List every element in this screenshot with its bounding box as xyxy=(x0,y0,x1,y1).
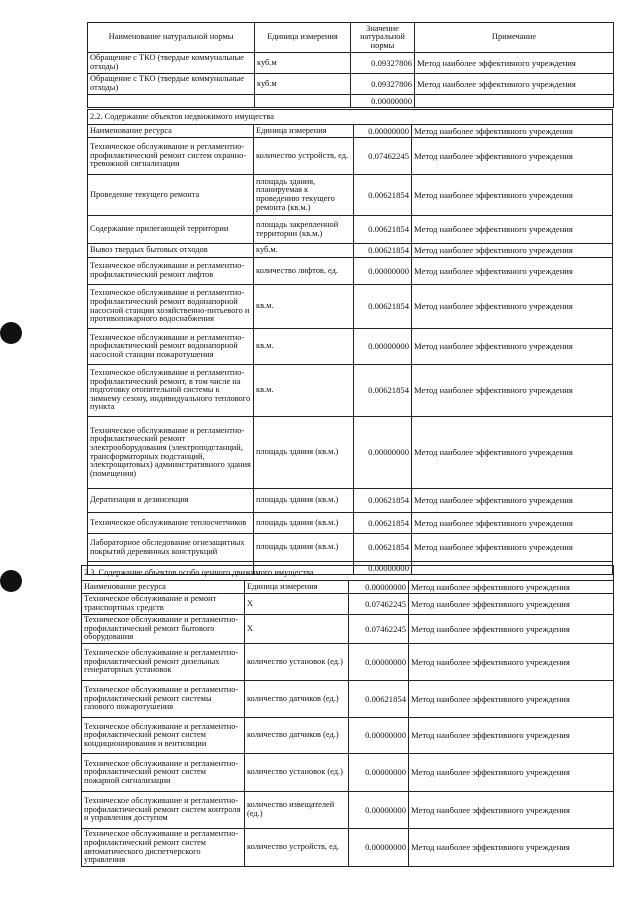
cell-unit: Х xyxy=(245,615,349,644)
table-row xyxy=(88,329,613,365)
cell-note: Метод наиболее эффективного учреждения xyxy=(415,74,614,95)
cell-value: 0.00000000 xyxy=(354,258,412,285)
cell-note: Метод наиболее эффективного учреждения xyxy=(412,216,613,244)
table-row xyxy=(82,792,614,829)
movable-property-table xyxy=(81,565,614,867)
cell-note: Метод наиболее эффективного учреждения xyxy=(415,53,614,74)
cell-unit: куб.м xyxy=(255,53,351,74)
cell-name: Техническое обслуживание и регламентно-профилактический ремонт, в том числе на подготовку отопительной системы к зимнему сезону, индивидуального теплового пункта xyxy=(88,365,254,417)
cell-name: Техническое обслуживание и регламентно-профилактический ремонт систем контроля и управления доступом xyxy=(82,792,245,829)
cell-unit: количество датчиков (ед.) xyxy=(245,718,349,754)
table-row xyxy=(88,365,613,417)
table-row xyxy=(88,258,613,285)
cell-name xyxy=(88,95,255,108)
cell-value: 0.07462245 xyxy=(349,594,409,615)
cell-name: Дератизация и дезинсекция xyxy=(88,489,254,513)
table-row xyxy=(88,53,614,74)
cell-unit: площадь закрепленной территории (кв.м.) xyxy=(254,216,354,244)
cell-name: Техническое обслуживание и регламентно-профилактический ремонт дизельных генераторных установок xyxy=(82,644,245,681)
cell-note: Метод наиболее эффективного учреждения xyxy=(412,258,613,285)
cell-value: 0.09327806 xyxy=(351,74,415,95)
cell-value: 0.00000000 xyxy=(349,581,409,594)
cell-name: Техническое обслуживание и ремонт транспортных средств xyxy=(82,594,245,615)
real-estate-table xyxy=(87,109,613,575)
punch-hole xyxy=(0,322,22,344)
cell-value: 0.07462245 xyxy=(349,615,409,644)
cell-value: 0.00000000 xyxy=(354,125,412,138)
table-row xyxy=(82,594,614,615)
cell-note: Метод наиболее эффективного учреждения xyxy=(409,754,614,792)
cell-value: 0.00000000 xyxy=(349,829,409,867)
cell-unit xyxy=(255,95,351,108)
cell-note: Метод наиболее эффективного учреждения xyxy=(409,594,614,615)
cell-name: Техническое обслуживание и регламентно-профилактический ремонт электрооборудования (электроподстанций, трансформаторных подстанций, электрощитовых) административного здания (помещения) xyxy=(88,417,254,489)
table-row xyxy=(88,244,613,258)
header-name: Наименование натуральной нормы xyxy=(88,23,255,53)
cell-note: Метод наиболее эффективного учреждения xyxy=(412,329,613,365)
cell-note: Метод наиболее эффективного учреждения xyxy=(412,244,613,258)
cell-note: Метод наиболее эффективного учреждения xyxy=(409,644,614,681)
cell-name: Техническое обслуживание и регламентно-профилактический ремонт системы газового пожаротушения xyxy=(82,681,245,718)
cell-name: Техническое обслуживание и регламентно-профилактический ремонт водонапорной насосной станции пожаротушения xyxy=(88,329,254,365)
cell-value: 0.00000000 xyxy=(354,562,412,575)
table-row xyxy=(88,216,613,244)
table-row xyxy=(82,681,614,718)
header-value: Значение натуральной нормы xyxy=(351,23,415,53)
cell-note: Метод наиболее эффективного учреждения xyxy=(409,829,614,867)
section-title-row xyxy=(88,110,613,125)
cell-unit: Х xyxy=(245,594,349,615)
subheader-row xyxy=(82,581,614,594)
cell-unit: куб.м. xyxy=(254,244,354,258)
norms-table xyxy=(87,22,614,108)
cell-name: Содержание прилегающей территории xyxy=(88,216,254,244)
cell-unit: площадь здания (кв.м.) xyxy=(254,417,354,489)
cell-unit: количество извещателей (ед.) xyxy=(245,792,349,829)
cell-value: 0.00621854 xyxy=(354,513,412,534)
section-title-row xyxy=(82,566,614,581)
cell-unit: количество устройств, ед. xyxy=(245,829,349,867)
subheader-row xyxy=(88,125,613,138)
cell-value: 0.00621854 xyxy=(354,175,412,216)
table-row xyxy=(88,74,614,95)
cell-name: Вывоз твердых бытовых отходов xyxy=(88,244,254,258)
cell-note: Метод наиболее эффективного учреждения xyxy=(412,417,613,489)
cell-unit: количество устройств, ед. xyxy=(254,138,354,175)
table-row xyxy=(88,138,613,175)
cell-unit: количество установок (ед.) xyxy=(245,754,349,792)
cell-unit: кв.м. xyxy=(254,329,354,365)
table-row xyxy=(82,718,614,754)
cell-value: 0.00000000 xyxy=(354,329,412,365)
cell-name: Техническое обслуживание и регламентно-профилактический ремонт систем пожарной сигнализации xyxy=(82,754,245,792)
cell-name: Техническое обслуживание и регламентно-профилактический ремонт водонапорной насосной станции хозяйственно-питьевого и противопожарного водоснабжения xyxy=(88,285,254,329)
cell-note: Метод наиболее эффективного учреждения xyxy=(412,365,613,417)
cell-value: 0.00621854 xyxy=(354,244,412,258)
cell-name: Проведение текущего ремонта xyxy=(88,175,254,216)
cell-value: 0.00000000 xyxy=(349,754,409,792)
cell-name: Техническое обслуживание и регламентно-профилактический ремонт систем автоматического диспетчерского управления xyxy=(82,829,245,867)
cell-unit: площадь здания, планируемая к проведению текущего ремонта (кв.м.) xyxy=(254,175,354,216)
cell-name: Техническое обслуживание и регламентно-профилактический ремонт систем охранно-тревожной сигнализации xyxy=(88,138,254,175)
cell-value: 0.00621854 xyxy=(354,534,412,562)
cell-unit: количество лифтов, ед. xyxy=(254,258,354,285)
cell-value: 0.00621854 xyxy=(354,365,412,417)
cell-unit: кв.м. xyxy=(254,365,354,417)
cell-name: Техническое обслуживание и регламентно-профилактический ремонт бытового оборудования xyxy=(82,615,245,644)
cell-value: 0.00000000 xyxy=(354,417,412,489)
table-row xyxy=(82,829,614,867)
cell-unit: кв.м. xyxy=(254,285,354,329)
cell-note: Метод наиболее эффективного учреждения xyxy=(412,175,613,216)
cell-name: Техническое обслуживание теплосчетчиков xyxy=(88,513,254,534)
table-row xyxy=(88,417,613,489)
section-title: 2.3. Содержание объектов особо ценного движимого имущества xyxy=(82,566,614,581)
table-row xyxy=(88,513,613,534)
cell-value: 0.00000000 xyxy=(349,644,409,681)
cell-unit: площадь здания (кв.м.) xyxy=(254,513,354,534)
cell-note: Метод наиболее эффективного учреждения xyxy=(412,534,613,562)
cell-name: Наименование ресурса xyxy=(82,581,245,594)
cell-value: 0.00000000 xyxy=(349,792,409,829)
cell-note: Метод наиболее эффективного учреждения xyxy=(412,513,613,534)
cell-name: Лабораторное обследование огнезащитных покрытий деревянных конструкций xyxy=(88,534,254,562)
table-row xyxy=(88,285,613,329)
table-row xyxy=(82,644,614,681)
cell-unit: Единица измерения xyxy=(254,125,354,138)
cell-note: Метод наиболее эффективного учреждения xyxy=(412,285,613,329)
table-row xyxy=(88,489,613,513)
cell-note: Метод наиболее эффективного учреждения xyxy=(412,489,613,513)
cell-unit: количество датчиков (ед.) xyxy=(245,681,349,718)
cell-name: Обращение с ТКО (твердые коммунальные отходы) xyxy=(88,53,255,74)
cell-value: 0.00000000 xyxy=(351,95,415,108)
cell-value: 0.00621854 xyxy=(354,285,412,329)
punch-hole xyxy=(0,570,22,592)
cell-value: 0.07462245 xyxy=(354,138,412,175)
cell-value: 0.00000000 xyxy=(349,718,409,754)
cell-name: Техническое обслуживание и регламентно-профилактический ремонт систем кондиционирования и вентиляции xyxy=(82,718,245,754)
cell-note: Метод наиболее эффективного учреждения xyxy=(409,792,614,829)
cell-note: Метод наиболее эффективного учреждения xyxy=(409,718,614,754)
cell-name: Обращение с ТКО (твердые коммунальные отходы) xyxy=(88,74,255,95)
cell-name: Техническое обслуживание и регламентно-профилактический ремонт лифтов xyxy=(88,258,254,285)
header-note: Примечание xyxy=(415,23,614,53)
section-title: 2.2. Содержание объектов недвижимого имущества xyxy=(88,110,613,125)
cell-unit: Единица измерения xyxy=(245,581,349,594)
cell-note: Метод наиболее эффективного учреждения xyxy=(409,581,614,594)
table-row xyxy=(88,95,614,108)
header-row xyxy=(88,23,614,53)
header-unit: Единица измерения xyxy=(255,23,351,53)
cell-value: 0.00621854 xyxy=(354,489,412,513)
cell-unit: площадь здания (кв.м.) xyxy=(254,489,354,513)
table-row xyxy=(88,534,613,562)
table-row xyxy=(82,615,614,644)
cell-unit: площадь здания (кв.м.) xyxy=(254,534,354,562)
cell-unit: количество установок (ед.) xyxy=(245,644,349,681)
cell-value: 0.09327806 xyxy=(351,53,415,74)
cell-name: Наименование ресурса xyxy=(88,125,254,138)
cell-note: Метод наиболее эффективного учреждения xyxy=(412,138,613,175)
cell-note xyxy=(415,95,614,108)
cell-note: Метод наиболее эффективного учреждения xyxy=(412,125,613,138)
table-row xyxy=(82,754,614,792)
cell-value: 0.00621854 xyxy=(349,681,409,718)
cell-value: 0.00621854 xyxy=(354,216,412,244)
table-row xyxy=(88,175,613,216)
cell-unit: куб.м xyxy=(255,74,351,95)
cell-note: Метод наиболее эффективного учреждения xyxy=(409,681,614,718)
cell-note: Метод наиболее эффективного учреждения xyxy=(409,615,614,644)
